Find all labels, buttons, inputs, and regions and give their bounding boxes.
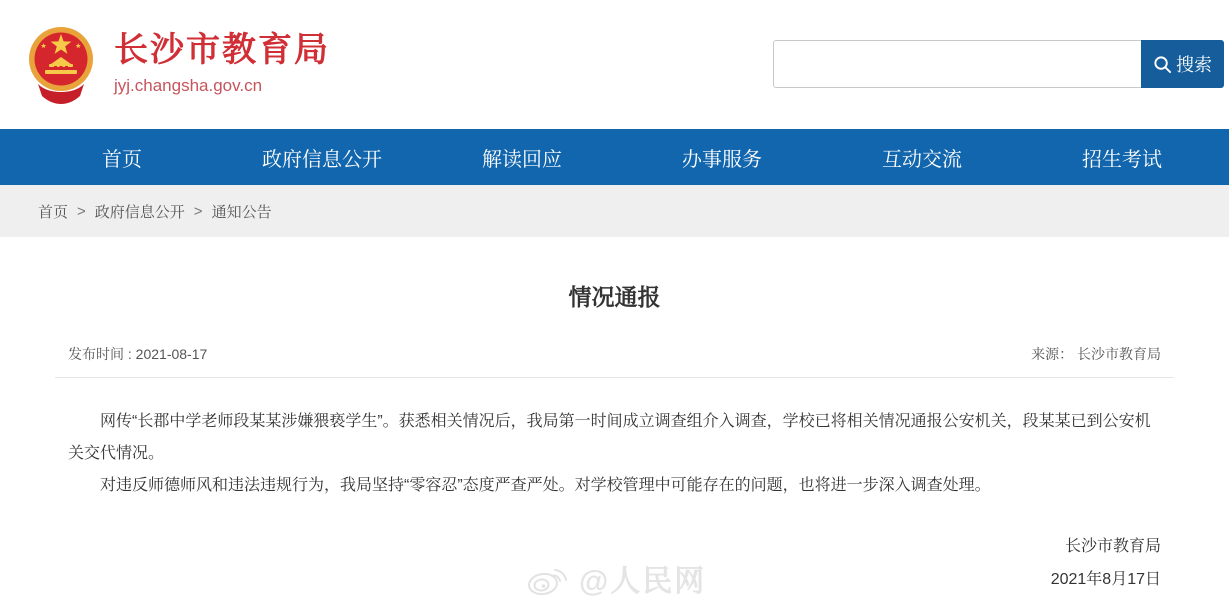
- site-url: jyj.changsha.gov.cn: [114, 76, 263, 95]
- article-paragraph: 对违反师德师风和违法违规行为，我局坚持“零容忍”态度严查严处。对学校管理中可能存在的问题，也将进一步深入调查处理。: [100, 477, 991, 494]
- search-button-label: 搜索: [1176, 55, 1212, 75]
- breadcrumb: [0, 185, 1229, 237]
- breadcrumb-separator: >: [193, 202, 203, 220]
- nav-item-services[interactable]: 办事服务: [682, 148, 762, 171]
- publish-time: 发布时间 : 2021-08-17: [68, 346, 208, 362]
- breadcrumb-notices: 通知公告: [211, 203, 272, 221]
- nav-item-interpretation[interactable]: 解读回应: [482, 148, 562, 171]
- main-nav: [0, 129, 1229, 185]
- site-name: 长沙市教育局: [114, 31, 330, 69]
- breadcrumb-gov-info[interactable]: 政府信息公开: [94, 203, 185, 221]
- site-header: [0, 0, 1229, 129]
- article-title: 情况通报: [568, 284, 661, 310]
- article-paragraph: 网传“长郡中学老师段某某涉嫌猥亵学生”。获悉相关情况后，我局第一时间成立调查组介入调查，学校已将相关情况通报公安机关，段某某已到公安机关交代情况。: [68, 413, 1151, 462]
- article-meta: [55, 344, 1174, 364]
- signature-org: 长沙市教育局: [1064, 538, 1161, 555]
- article: [0, 237, 1229, 596]
- breadcrumb-separator: >: [77, 202, 86, 220]
- signature-date: 2021年8月17日: [1050, 571, 1161, 588]
- search-button[interactable]: [1141, 40, 1224, 88]
- nav-item-enrollment-exams[interactable]: 招生考试: [1082, 148, 1162, 171]
- breadcrumb-home[interactable]: 首页: [38, 203, 69, 221]
- search-input[interactable]: [773, 40, 1141, 88]
- watermark-text: @人民网: [579, 565, 707, 598]
- meta-divider: [55, 377, 1174, 378]
- site-logo-link[interactable]: [28, 22, 330, 104]
- article-signature-block: [55, 530, 1174, 596]
- national-emblem-icon: [28, 22, 94, 104]
- nav-item-interaction[interactable]: 互动交流: [882, 148, 962, 171]
- article-source: 来源： 长沙市教育局: [1031, 346, 1161, 362]
- search-icon: [1153, 55, 1172, 74]
- nav-item-gov-info[interactable]: 政府信息公开: [262, 148, 382, 171]
- search-area: [773, 40, 1224, 88]
- nav-item-home[interactable]: 首页: [102, 148, 142, 171]
- article-body: [55, 406, 1174, 502]
